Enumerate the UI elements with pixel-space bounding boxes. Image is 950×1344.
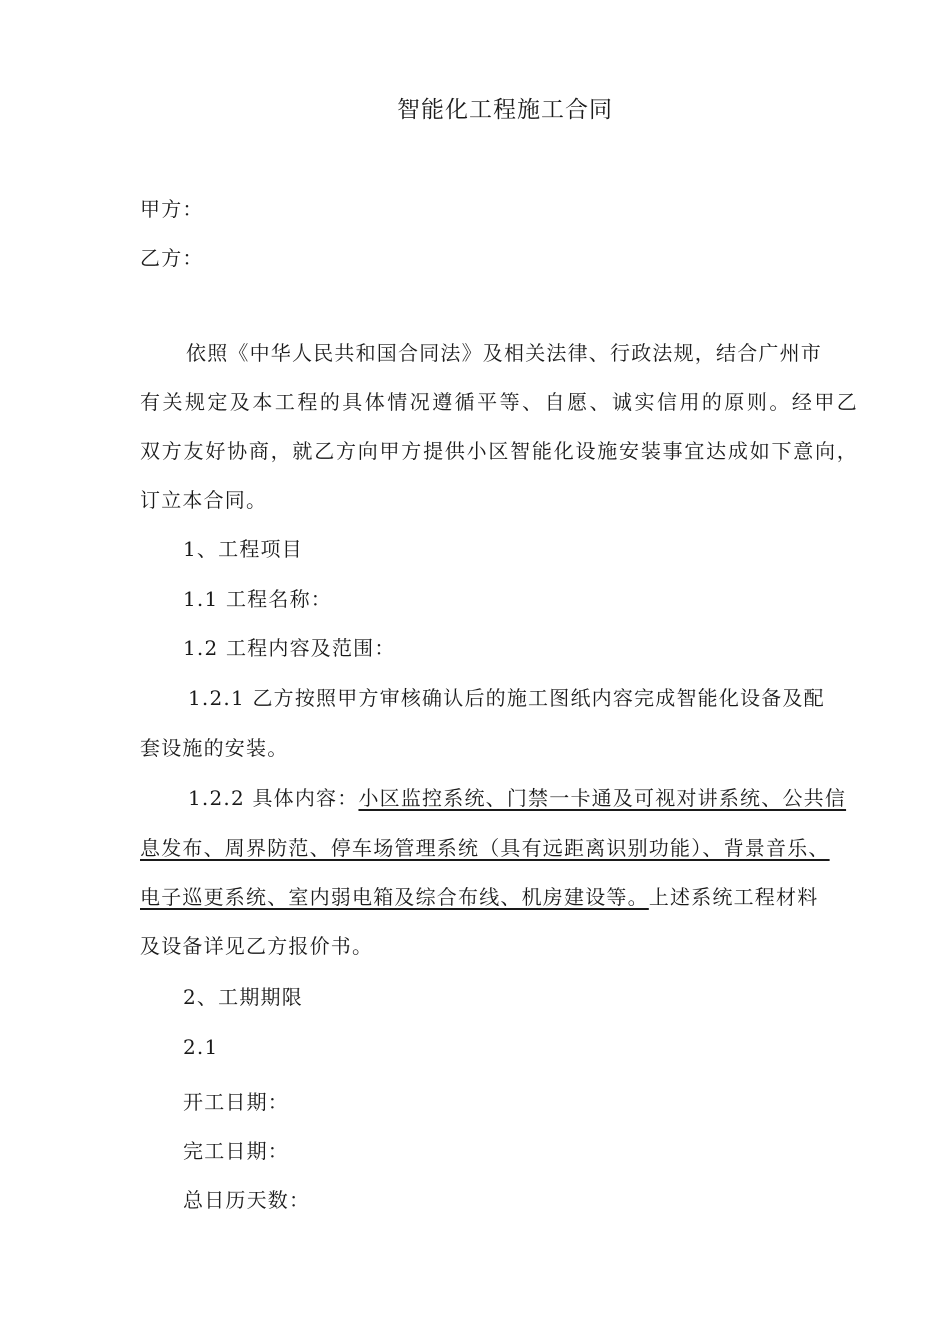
document-title: 智能化工程施工合同 <box>397 97 613 123</box>
preamble-line-2: 有关规定及本工程的具体情况遵循平等、自愿、诚实信用的原则。经甲乙 <box>140 390 858 414</box>
item-1-2-2-systems-part-1: 小区监控系统、门禁一卡通及可视对讲系统、公共信 <box>358 786 847 810</box>
start-date-label: 开工日期： <box>183 1090 289 1114</box>
preamble-line-3: 双方友好协商，就乙方向甲方提供小区智能化设施安装事宜达成如下意向， <box>140 439 858 463</box>
item-1-2-2-line-3 <box>140 885 818 909</box>
item-1-2-2-line-4: 及设备详见乙方报价书。 <box>140 934 374 958</box>
party-b-label: 乙方： <box>140 246 204 270</box>
item-1-2-2-line-2 <box>140 836 830 860</box>
end-date-label: 完工日期： <box>183 1139 289 1163</box>
item-2-1: 2.1 <box>183 1035 219 1059</box>
item-1-2-2-systems-part-2: 息发布、周界防范、停车场管理系统（具有远距离识别功能）、背景音乐、 <box>140 836 830 860</box>
preamble-line-1: 依照《中华人民共和国合同法》及相关法律、行政法规，结合广州市 <box>186 341 822 365</box>
item-1-2-2-prefix: 1.2.2 具体内容： <box>188 786 359 810</box>
item-1-2-2-systems-part-3: 电子巡更系统、室内弱电箱及综合布线、机房建设等。 <box>140 885 649 909</box>
preamble-line-4: 订立本合同。 <box>140 488 268 512</box>
item-1-1: 1.1 工程名称： <box>183 587 332 611</box>
item-1-2-1-line-1: 1.2.1 乙方按照甲方审核确认后的施工图纸内容完成智能化设备及配 <box>188 686 825 710</box>
item-1-2-2-tail: 上述系统工程材料 <box>648 885 819 909</box>
item-1-2-2-line-1 <box>188 786 846 810</box>
section-2-heading: 2、工期期限 <box>183 985 303 1009</box>
item-1-2: 1.2 工程内容及范围： <box>183 636 396 660</box>
total-days-label: 总日历天数： <box>183 1188 311 1212</box>
party-a-label: 甲方： <box>140 197 204 221</box>
item-1-2-1-line-2: 套设施的安装。 <box>140 736 289 760</box>
section-1-heading: 1、工程项目 <box>183 537 303 561</box>
